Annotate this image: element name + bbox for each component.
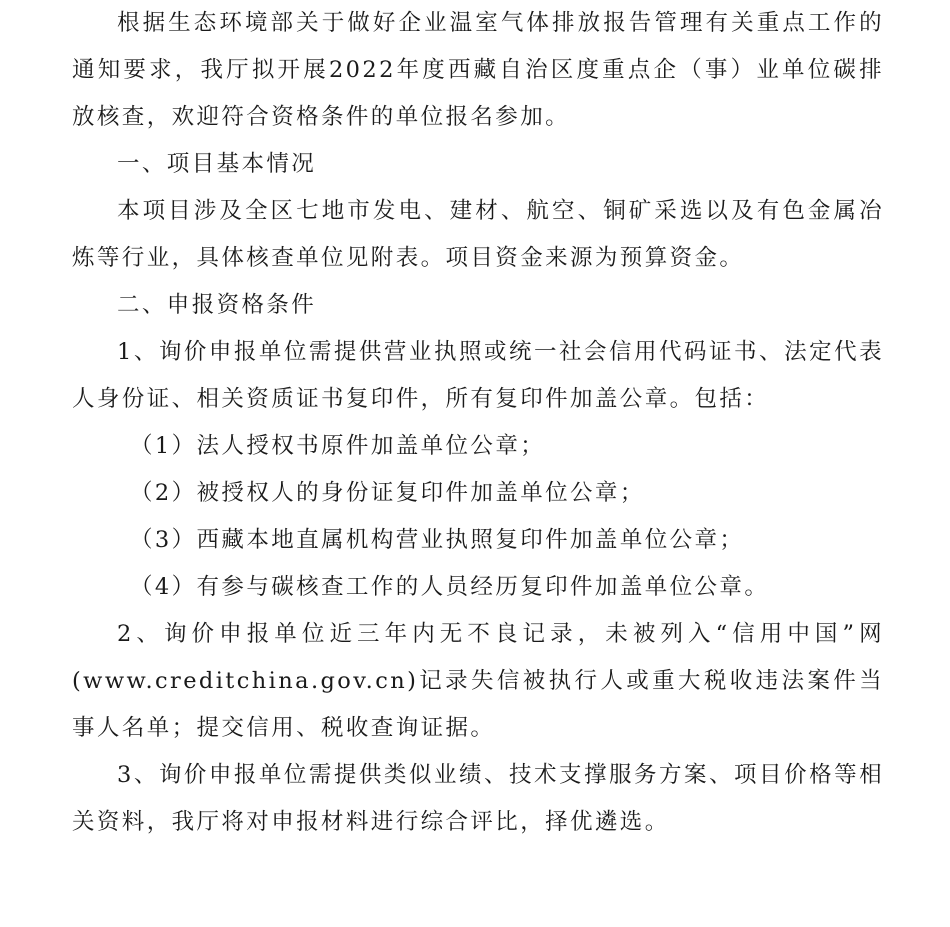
section-1-body: 本项目涉及全区七地市发电、建材、航空、铜矿采选以及有色金属冶炼等行业，具体核查单位见附表。项目资金来源为预算资金。 xyxy=(72,198,884,271)
requirement-3-paragraph: 3、询价申报单位需提供类似业绩、技术支撑服务方案、项目价格等相关资料，我厅将对申报材料进行综合评比，择优遴选。 xyxy=(72,762,884,835)
section-2-heading: 二、申报资格条件 xyxy=(117,292,317,318)
requirement-1-sub-4: （4）有参与碳核查工作的人员经历复印件加盖单位公章。 xyxy=(130,574,770,600)
intro-paragraph: 根据生态环境部关于做好企业温室气体排放报告管理有关重点工作的通知要求，我厅拟开展2022年度西藏自治区度重点企（事）业单位碳排放核查，欢迎符合资格条件的单位报名参加。 xyxy=(72,10,884,130)
requirement-1-sub-1: （1）法人授权书原件加盖单位公章； xyxy=(130,433,546,459)
requirement-1-paragraph: 1、询价申报单位需提供营业执照或统一社会信用代码证书、法定代表人身份证、相关资质证书复印件，所有复印件加盖公章。包括： xyxy=(72,339,884,412)
section-1-heading: 一、项目基本情况 xyxy=(117,151,317,177)
requirement-2-paragraph: 2、询价申报单位近三年内无不良记录，未被列入“信用中国”网(www.creditchina.gov.cn)记录失信被执行人或重大税收违法案件当事人名单；提交信用、税收查询证据。 xyxy=(72,621,884,741)
requirement-1-sub-3: （3）西藏本地直属机构营业执照复印件加盖单位公章； xyxy=(130,527,745,553)
requirement-1-sub-2: （2）被授权人的身份证复印件加盖单位公章； xyxy=(130,480,645,506)
